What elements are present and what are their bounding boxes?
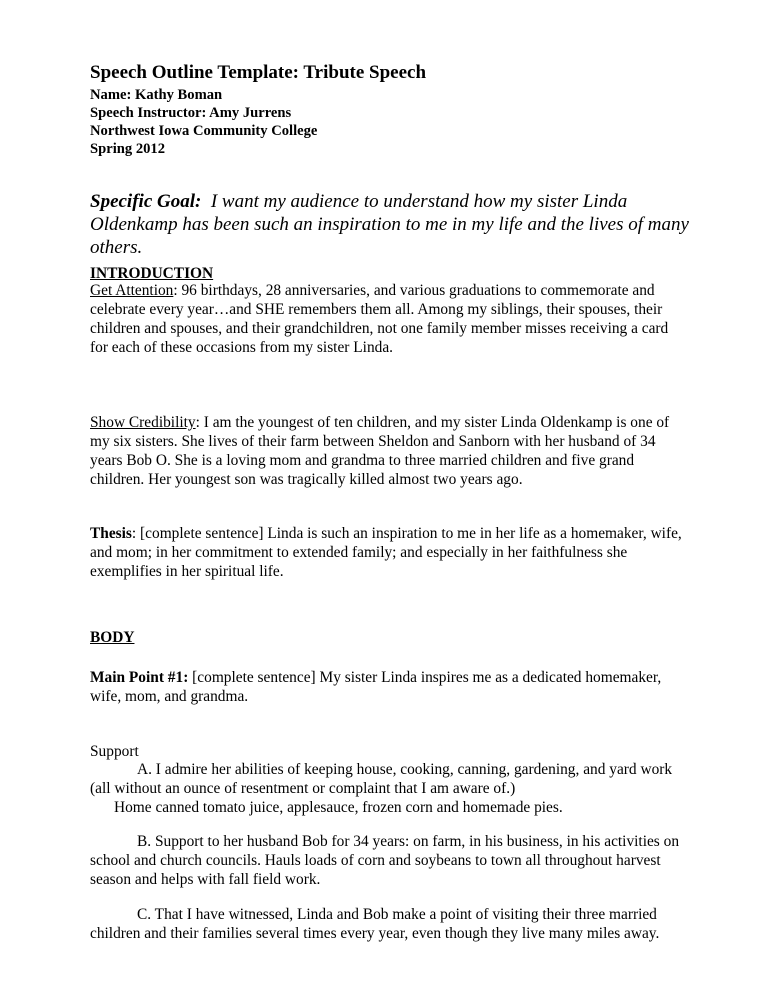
author-name: Name: Kathy Boman <box>90 87 223 103</box>
main-point-1-label: Main Point #1: <box>90 669 189 686</box>
author-info <box>90 86 317 158</box>
support-point-b: B. Support to her husband Bob for 34 years: on farm, in his business, in his activities on school and church councils. Hauls loads of corn and soybeans to town all throughout harvest season and helps with fall field work. <box>90 833 680 888</box>
support-point-c: C. That I have witnessed, Linda and Bob make a point of visiting their three married children and their families several times every year, even though they live many miles away. <box>90 906 660 942</box>
get-attention-text: : 96 birthdays, 28 anniversaries, and various graduations to commemorate and celebrate every year…and SHE remembers them all. Among my siblings, their spouses, their children and spouses, and their grandchildren, not one family member misses receiving a card for each of these occasions from my sister Linda. <box>90 282 669 356</box>
body-heading: BODY <box>90 629 135 646</box>
show-credibility-text: : I am the youngest of ten children, and my sister Linda Oldenkamp is one of my six sisters. She lives of their farm between Sheldon and Sanborn with her husband of 34 years Bob O. She is a loving mom and grandma to three married children and five grand children. Her youngest son was tragically killed almost two years ago. <box>90 414 670 488</box>
thesis-label: Thesis <box>90 525 132 542</box>
introduction-heading: INTRODUCTION <box>90 265 214 282</box>
thesis-paragraph <box>90 524 690 581</box>
term: Spring 2012 <box>90 141 166 157</box>
get-attention-paragraph <box>90 281 690 357</box>
support-label: Support <box>90 743 139 760</box>
show-credibility-paragraph <box>90 413 690 489</box>
instructor-name: Speech Instructor: Amy Jurrens <box>90 105 292 121</box>
specific-goal-label: Specific Goal: <box>90 191 202 212</box>
main-point-1-text: [complete sentence] My sister Linda inspires me as a dedicated homemaker, wife, mom, and grandma. <box>90 669 662 705</box>
show-credibility-label: Show Credibility <box>90 414 196 431</box>
specific-goal-text: I want my audience to understand how my sister Linda Oldenkamp has been such an inspiration to me in my life and the lives of many others. <box>90 191 689 258</box>
support-point-a-text: A. I admire her abilities of keeping house, cooking, canning, gardening, and yard work (all without an ounce of resentment or complaint that I am aware of.) <box>90 761 673 797</box>
support-point-a-sub: Home canned tomato juice, applesauce, frozen corn and homemade pies. <box>114 799 563 816</box>
main-point-1 <box>90 668 690 706</box>
specific-goal <box>90 190 690 259</box>
thesis-text: : [complete sentence] Linda is such an inspiration to me in her life as a homemaker, wife, and mom; in her commitment to extended family; and especially in her faithfulness she exemplifies in her spiritual life. <box>90 525 682 580</box>
support-point-a <box>90 760 690 817</box>
college-name: Northwest Iowa Community College <box>90 123 318 139</box>
get-attention-label: Get Attention <box>90 282 174 299</box>
document-title: Speech Outline Template: Tribute Speech <box>90 62 427 83</box>
